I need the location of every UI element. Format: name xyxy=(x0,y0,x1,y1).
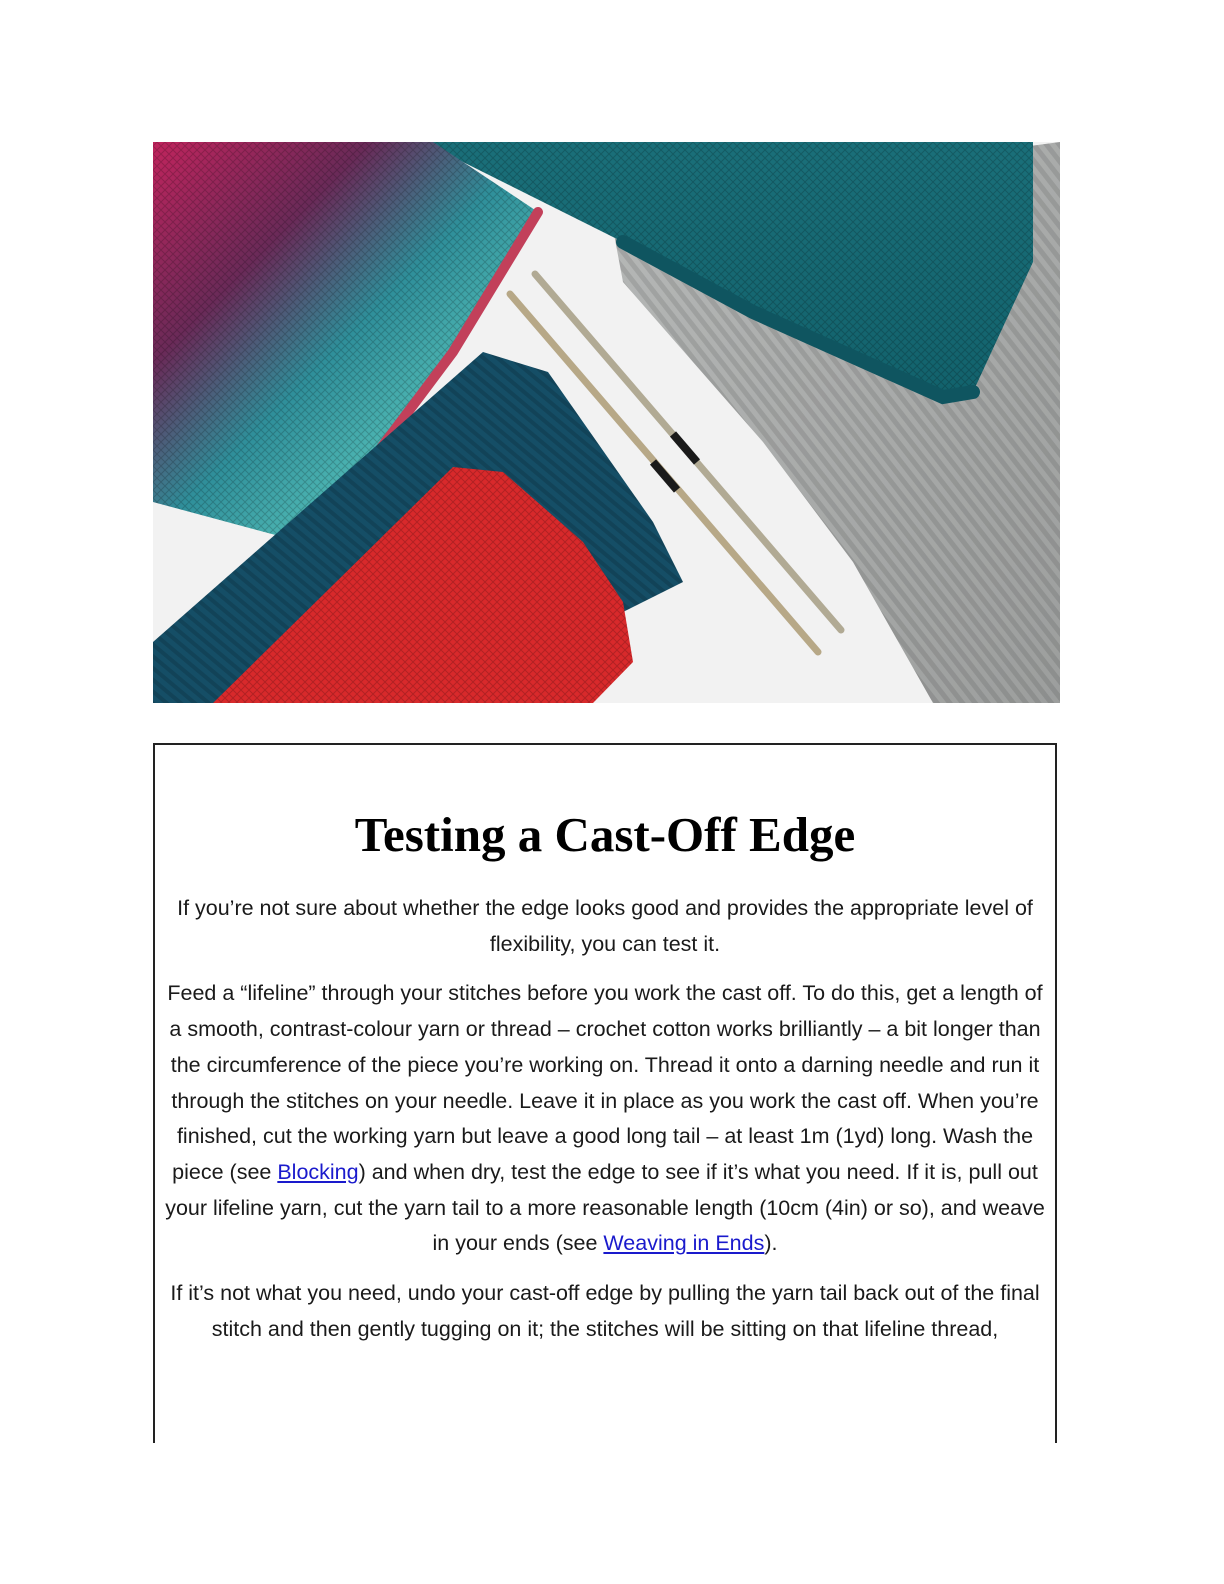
lifeline-text-b: ) and when dry, test the edge to see if it’s what you need. If it is, pull out your lifeline yarn, cut the yarn tail to a more reasonable length (10cm (4in) or so), and weave in your ends (see xyxy=(165,1159,1045,1256)
lifeline-text-c: ). xyxy=(764,1231,778,1256)
undo-paragraph: If it’s not what you need, undo your cast-off edge by pulling the yarn tail back out of the final stitch and then gently tugging on it; the stitches will be sitting on that lifeline thread, xyxy=(170,1281,1040,1341)
weaving-in-ends-link[interactable]: Weaving in Ends xyxy=(603,1231,765,1256)
intro-paragraph: If you’re not sure about whether the edge looks good and provides the appropriate level of flexibility, you can test it. xyxy=(177,896,1033,956)
hero-image xyxy=(153,142,1060,703)
article-card xyxy=(153,743,1057,1443)
lifeline-text-a: Feed a “lifeline” through your stitches before you work the cast off. To do this, get a length of a smooth, contrast-colour yarn or thread – crochet cotton works brilliantly – a bit longer than the circumference of the piece you’re working on. Thread it onto a darning needle and run it through the stitches on your needle. Leave it in place as you work the cast off. When you’re finished, cut the working yarn but leave a good long tail – at least 1m (1yd) long. Wash the piece (see xyxy=(167,981,1043,1184)
article-body xyxy=(161,891,1049,1361)
lifeline-paragraph xyxy=(161,976,1049,1262)
hero-illustration xyxy=(153,142,1060,703)
article-title: Testing a Cast-Off Edge xyxy=(354,807,856,862)
blocking-link[interactable]: Blocking xyxy=(277,1159,359,1184)
